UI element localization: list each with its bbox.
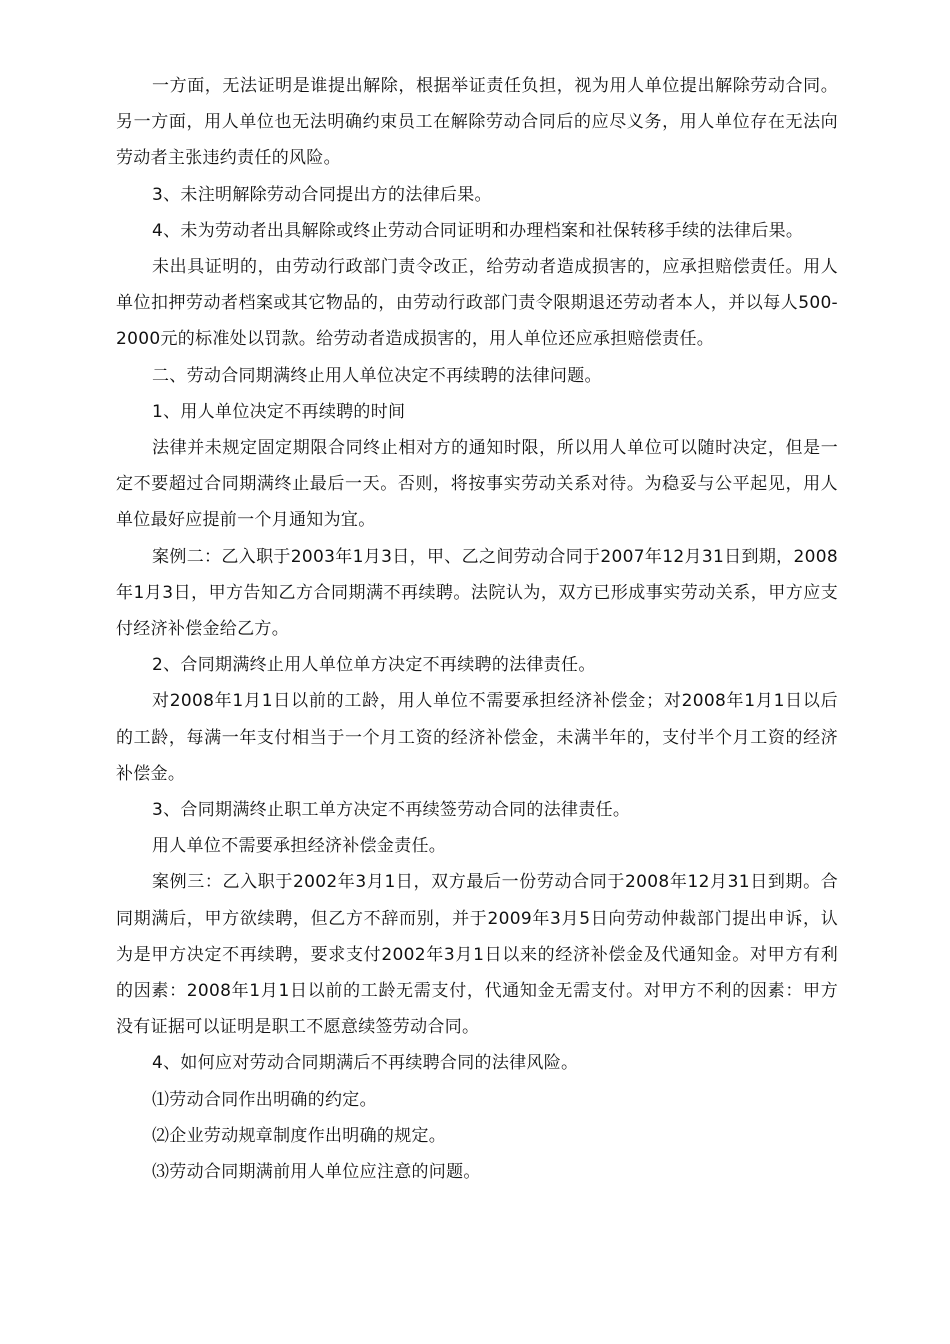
paragraph-case-three: 案例三：乙入职于2002年3月1日，双方最后一份劳动合同于2008年12月31日到期。合同期满后，甲方欲续聘，但乙方不辞而别，并于2009年3月5日向劳动仲裁部门提出申诉，认为是甲方决定不再续聘，要求支付2002年3月1日以来的经济补偿金及代通知金。对甲方有利的因素：2008年1月1日以前的工龄无需支付，代通知金无需支付。对甲方不利的因素：甲方没有证据可以证明是职工不愿意续签劳动合同。 <box>116 872 838 1038</box>
heading-employee-liability: 3、合同期满终止职工单方决定不再续签劳动合同的法律责任。 <box>152 800 631 821</box>
section-heading-no-renewal: 二、劳动合同期满终止用人单位决定不再续聘的法律问题。 <box>152 365 602 386</box>
paragraph-no-compensation: 用人单位不需要承担经济补偿金责任。 <box>152 836 447 857</box>
paragraph-termination-proof: 一方面，无法证明是谁提出解除，根据举证责任负担，视为用人单位提出解除劳动合同。另一方面，用人单位也无法明确约束员工在解除劳动合同后的应尽义务，用人单位存在无法向劳动者主张违约责任的风险。 <box>116 76 838 169</box>
paragraph-compensation-rules: 对2008年1月1日以前的工龄，用人单位不需要承担经济补偿金；对2008年1月1日以后的工龄，每满一年支付相当于一个月工资的经济补偿金，未满半年的，支付半个月工资的经济补偿金。 <box>116 691 838 784</box>
paragraph-notice-period: 法律并未规定固定期限合同终止相对方的通知时限，所以用人单位可以随时决定，但是一定不要超过合同期满终止最后一天。否则，将按事实劳动关系对待。为稳妥与公平起见，用人单位最好应提前一个月通知为宜。 <box>116 438 838 531</box>
heading-employer-liability: 2、合同期满终止用人单位单方决定不再续聘的法律责任。 <box>152 655 596 676</box>
heading-no-certificate: 4、未为劳动者出具解除或终止劳动合同证明和办理档案和社保转移手续的法律后果。 <box>152 220 804 241</box>
list-item-company-rules: ⑵企业劳动规章制度作出明确的规定。 <box>152 1125 447 1146</box>
list-item-pre-expiry-issues: ⑶劳动合同期满前用人单位应注意的问题。 <box>152 1162 481 1183</box>
heading-no-renewal-timing: 1、用人单位决定不再续聘的时间 <box>152 401 406 422</box>
list-item-contract-agreement: ⑴劳动合同作出明确的约定。 <box>152 1089 377 1110</box>
heading-risk-response: 4、如何应对劳动合同期满后不再续聘合同的法律风险。 <box>152 1053 579 1074</box>
heading-unmarked-initiator: 3、未注明解除劳动合同提出方的法律后果。 <box>152 184 492 205</box>
paragraph-case-two: 案例二：乙入职于2003年1月3日，甲、乙之间劳动合同于2007年12月31日到期，2008年1月3日，甲方告知乙方合同期满不再续聘。法院认为，双方已形成事实劳动关系，甲方应支付经济补偿金给乙方。 <box>116 546 838 640</box>
document-body <box>116 68 838 1190</box>
paragraph-certificate-penalty: 未出具证明的，由劳动行政部门责令改正，给劳动者造成损害的，应承担赔偿责任。用人单位扣押劳动者档案或其它物品的，由劳动行政部门责令限期退还劳动者本人，并以每人500-2000元的标准处以罚款。给劳动者造成损害的，用人单位还应承担赔偿责任。 <box>116 257 838 350</box>
